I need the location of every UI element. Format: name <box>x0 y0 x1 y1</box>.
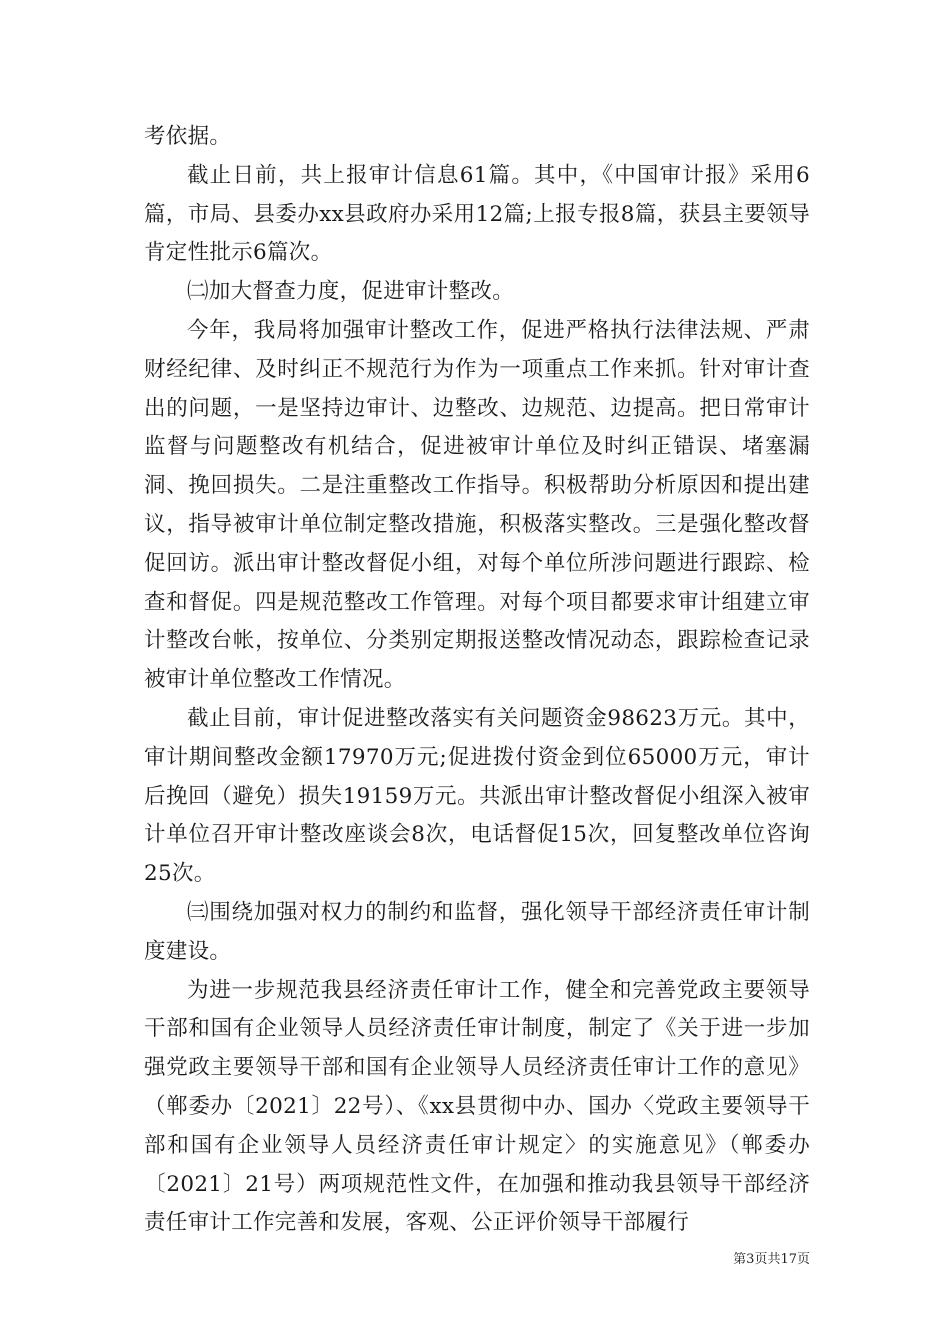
paragraph-rectification-results: 截止目前，审计促进整改落实有关问题资金98623万元。其中，审计期间整改金额17970万元;促进拨付资金到位65000万元，审计后挽回（避免）损失19159万元。共派出审计整改督促小组深入被审计单位召开审计整改座谈会8次，电话督促15次，回复整改单位咨询25次。 <box>144 705 810 887</box>
paragraph-audit-info: 截止日前，共上报审计信息61篇。其中，《中国审计报》采用6篇，市局、县委办xx县政府办采用12篇;上报专报8篇，获县主要领导肯定性批示6篇次。 <box>144 162 810 266</box>
page-number <box>640 1248 810 1267</box>
section-heading-2: ㈡加大督查力度，促进审计整改。 <box>187 279 515 305</box>
section-heading-3: ㈢围绕加强对权力的制约和监督，强化领导干部经济责任审计制度建设。 <box>144 899 810 964</box>
paragraph-rectification: 今年，我局将加强审计整改工作，促进严格执行法律法规、严肃财经纪律、及时纠正不规范行为作为一项重点工作来抓。针对审计查出的问题，一是坚持边审计、边整改、边规范、边提高。把日常审计监督与问题整改有机结合，促进被审计单位及时纠正错误、堵塞漏洞、挽回损失。二是注重整改工作指导。积极帮助分析原因和提出建议，指导被审计单位制定整改措施，积极落实整改。三是强化整改督促回访。派出审计整改督促小组，对每个单位所涉问题进行跟踪、检查和督促。四是规范整改工作管理。对每个项目都要求审计组建立审计整改台帐，按单位、分类别定期报送整改情况动态，跟踪检查记录被审计单位整改工作情况。 <box>144 317 810 693</box>
paragraph-continuation: 考依据。 <box>144 124 232 149</box>
page-number-label: 第3页共17页 <box>733 1252 810 1267</box>
paragraph-economic-responsibility: 为进一步规范我县经济责任审计工作，健全和完善党政主要领导干部和国有企业领导人员经济责任审计制度，制定了《关于进一步加强党政主要领导干部和国有企业领导人员经济责任审计工作的意见》（郸委办〔2021〕22号）、《xx县贯彻中办、国办〈党政主要领导干部和国有企业领导人员经济责任审计规定〉的实施意见》（郸委办〔2021〕21号）两项规范性文件，在加强和推动我县领导干部经济责任审计工作完善和发展，客观、公正评价领导干部履行 <box>144 977 810 1236</box>
body-text <box>144 118 810 1243</box>
